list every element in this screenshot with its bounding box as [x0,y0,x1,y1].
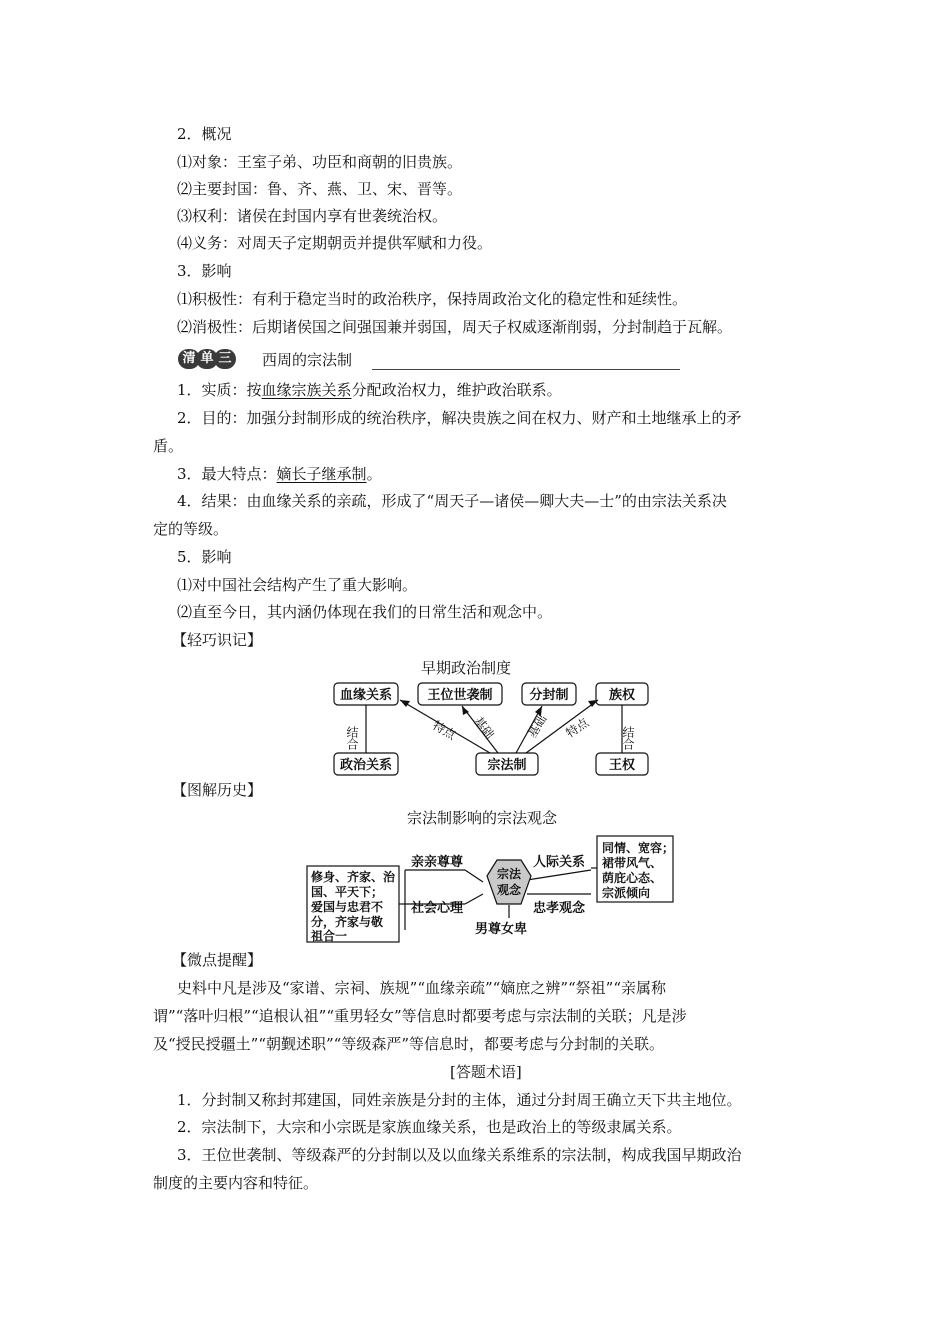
box-label: 分封制 [529,688,569,703]
edge-label: 结合 [621,726,635,750]
section-title: 西周的宗法制 [262,351,353,369]
section-rule [372,369,680,370]
left-box-line: 爱国与忠君不 [311,900,384,914]
text-line: 3．王位世袭制、等级森严的分封制以及以血缘关系维系的宗法制，构成我国早期政治 [177,1146,742,1164]
badge-char: 单 [196,349,218,369]
text-line: 制度的主要内容和特征。 [153,1174,319,1192]
edge-label: 结合 [345,726,359,750]
text-line: 史料中凡是涉及“家谱、宗祠、族规”“血缘亲疏”“嫡庶之辨”“祭祖”“亲属称 [177,979,667,997]
illustration-label: 【图解历史】 [172,781,263,799]
box-label: 政治关系 [339,758,393,773]
diagram2-title: 宗法制影响的宗法观念 [407,809,558,827]
text-line: 定的等级。 [153,520,229,538]
text-line: ⑵直至今日，其内涵仍体现在我们的日常生活和观念中。 [177,603,553,621]
edge-label: 特点 [430,718,459,743]
text-line: ⑵主要封国：鲁、齐、燕、卫、宋、晋等。 [177,180,463,198]
text-line: 1．分封制又称封邦建国，同姓亲族是分封的主体，通过分封周王确立天下共主地位。 [177,1091,742,1109]
text-line: ⑴积极性：有利于稳定当时的政治秩序，保持周政治文化的稳定性和延续性。 [177,290,688,308]
left-box-line: 修身、齐家、治 [311,870,396,884]
concept-label: 亲亲尊尊 [411,855,464,870]
micro-label: 【微点提醒】 [172,951,263,969]
center-label: 观念 [496,883,522,897]
right-box-line: 同情、宽容； [602,841,675,855]
text-line: 盾。 [153,437,184,455]
right-box-line: 荫庇心态、 [602,871,663,885]
left-box-line: 分，齐家与敬 [311,915,384,929]
heading-overview: 2．概况 [177,125,232,143]
concept-label: 男尊女卑 [475,922,528,937]
text-line: ⑷义务：对周天子定期朝贡并提供军赋和力役。 [177,234,493,252]
concept-label: 社会心理 [411,901,464,916]
text-line: 2．宗法制下，大宗和小宗既是家族血缘关系，也是政治上的等级隶属关系。 [177,1118,682,1136]
answer-terms-title: [答题术语] [450,1063,522,1081]
text-line: ⑴对中国社会结构产生了重大影响。 [177,576,418,594]
tips-label: 【轻巧识记】 [172,631,263,649]
text-line: ⑶权利：诸侯在封国内享有世袭统治权。 [177,207,448,225]
box-label: 王权 [608,758,636,773]
text-line: 谓”“落叶归根”“追根认祖”“重男轻女”等信息时都要考虑与宗法制的关联；凡是涉 [153,1007,687,1025]
concept-label: 人际关系 [533,855,586,870]
edge-label: 基础 [470,714,497,742]
early-politics-diagram [330,680,655,778]
heading-impact: 3．影响 [177,262,232,280]
text-line: 2．目的：加强分封制形成的统治秩序，解决贵族之间在权力、财产和土地继承上的矛 [177,409,742,427]
text-line: ⑴对象：王室子弟、功臣和商朝的旧贵族。 [177,153,463,171]
center-label: 宗法 [496,867,522,881]
text-line: 5．影响 [177,548,232,566]
text-line: ⑵消极性：后期诸侯国之间强国兼并弱国，周天子权威逐渐削弱，分封制趋于瓦解。 [177,318,733,336]
box-label: 族权 [608,688,636,703]
box-label: 血缘关系 [339,688,393,703]
diagram1-title: 早期政治制度 [421,659,512,677]
underlined-term: 嫡长子继承制 [276,465,367,483]
edge-label: 特点 [563,715,592,741]
right-box-line: 宗派倾向 [602,886,651,900]
badge-char: 清 [178,349,200,369]
text-line: 4．结果：由血缘关系的亲疏，形成了“周天子—诸侯—卿大夫—士”的由宗法关系决 [177,492,727,510]
text-line: 3．最大特点：嫡长子继承制。 [177,465,382,483]
box-label: 王位世袭制 [427,688,493,703]
patriarchal-concept-diagram [305,832,675,947]
badge-char: 三 [214,349,236,369]
box-label: 宗法制 [487,758,527,773]
left-box-line: 国、平天下； [311,885,384,899]
left-box-line: 祖合一 [311,929,348,943]
text-line: 及“授民授疆土”“朝觐述职”“等级森严”等信息时，都要考虑与分封制的关联。 [153,1035,665,1053]
section-badge [178,349,232,369]
edge-label: 基础 [524,712,550,741]
underlined-term: 血缘宗族关系 [261,381,352,399]
text-line: 1．实质：按血缘宗族关系分配政治权力，维护政治联系。 [177,381,562,399]
concept-label: 忠孝观念 [533,901,586,916]
right-box-line: 裙带风气、 [602,856,663,870]
